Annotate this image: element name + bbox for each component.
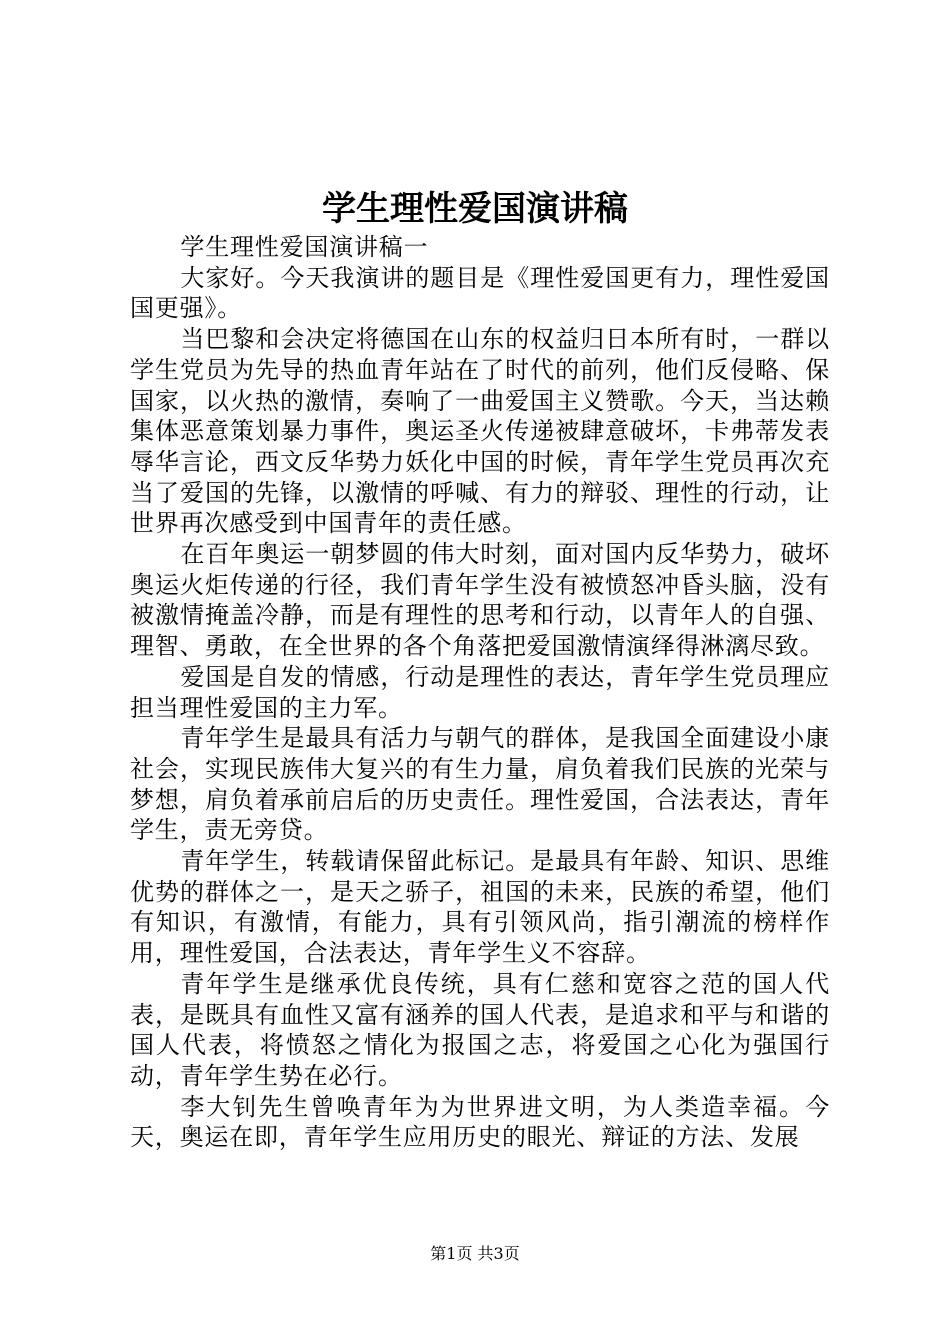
document-title: 学生理性爱国演讲稿 (322, 189, 628, 229)
paragraph: 在百年奥运一朝梦圆的伟大时刻，面对国内反华势力，破坏奥运火炬传递的行径，我们青年学生没有被愤怒冲昏头脑，没有被激情掩盖冷静，而是有理性的思考和行动，以青年人的自强、理智、勇敢，在全世界的各个角落把爱国激情演绎得淋漓尽致。 (130, 540, 830, 661)
paragraph: 大家好。今天我演讲的题目是《理性爱国更有力，理性爱国国更强》。 (130, 263, 830, 323)
document-body (130, 232, 830, 1153)
paragraph-subtitle: 学生理性爱国演讲稿一 (180, 233, 429, 261)
paragraph: 爱国是自发的情感，行动是理性的表达，青年学生党员理应担当理性爱国的主力军。 (130, 662, 830, 722)
paragraph: 青年学生，转载请保留此标记。是最具有年龄、知识、思维优势的群体之一，是天之骄子，祖国的未来，民族的希望，他们有知识，有激情，有能力，具有引领风尚，指引潮流的榜样作用，理性爱国，合法表达，青年学生义不容辞。 (130, 847, 830, 968)
paragraph: 李大钊先生曾唤青年为为世界进文明，为人类造幸福。今天，奥运在即，青年学生应用历史的眼光、辩证的方法、发展 (130, 1092, 830, 1152)
paragraph: 青年学生是继承优良传统，具有仁慈和宽容之范的国人代表，是既具有血性又富有涵养的国人代表，是追求和平与和谐的国人代表，将愤怒之情化为报国之志，将爱国之心化为强国行动，青年学生势在必行。 (130, 969, 830, 1090)
paragraph: 青年学生是最具有活力与朝气的群体，是我国全面建设小康社会，实现民族伟大复兴的有生力量，肩负着我们民族的光荣与梦想，肩负着承前启后的历史责任。理性爱国，合法表达，青年学生，责无旁贷。 (130, 724, 830, 845)
paragraph: 当巴黎和会决定将德国在山东的权益归日本所有时，一群以学生党员为先导的热血青年站在了时代的前列，他们反侵略、保国家，以火热的激情，奏响了一曲爱国主义赞歌。今天，当达赖集体恶意策划暴力事件，奥运圣火传递被肆意破坏，卡弗蒂发表辱华言论，西文反华势力妖化中国的时候，青年学生党员再次充当了爱国的先锋，以激情的呼喊、有力的辩驳、理性的行动，让世界再次感受到中国青年的责任感。 (130, 325, 830, 538)
page-footer: 第1页 共3页 (430, 1244, 520, 1263)
